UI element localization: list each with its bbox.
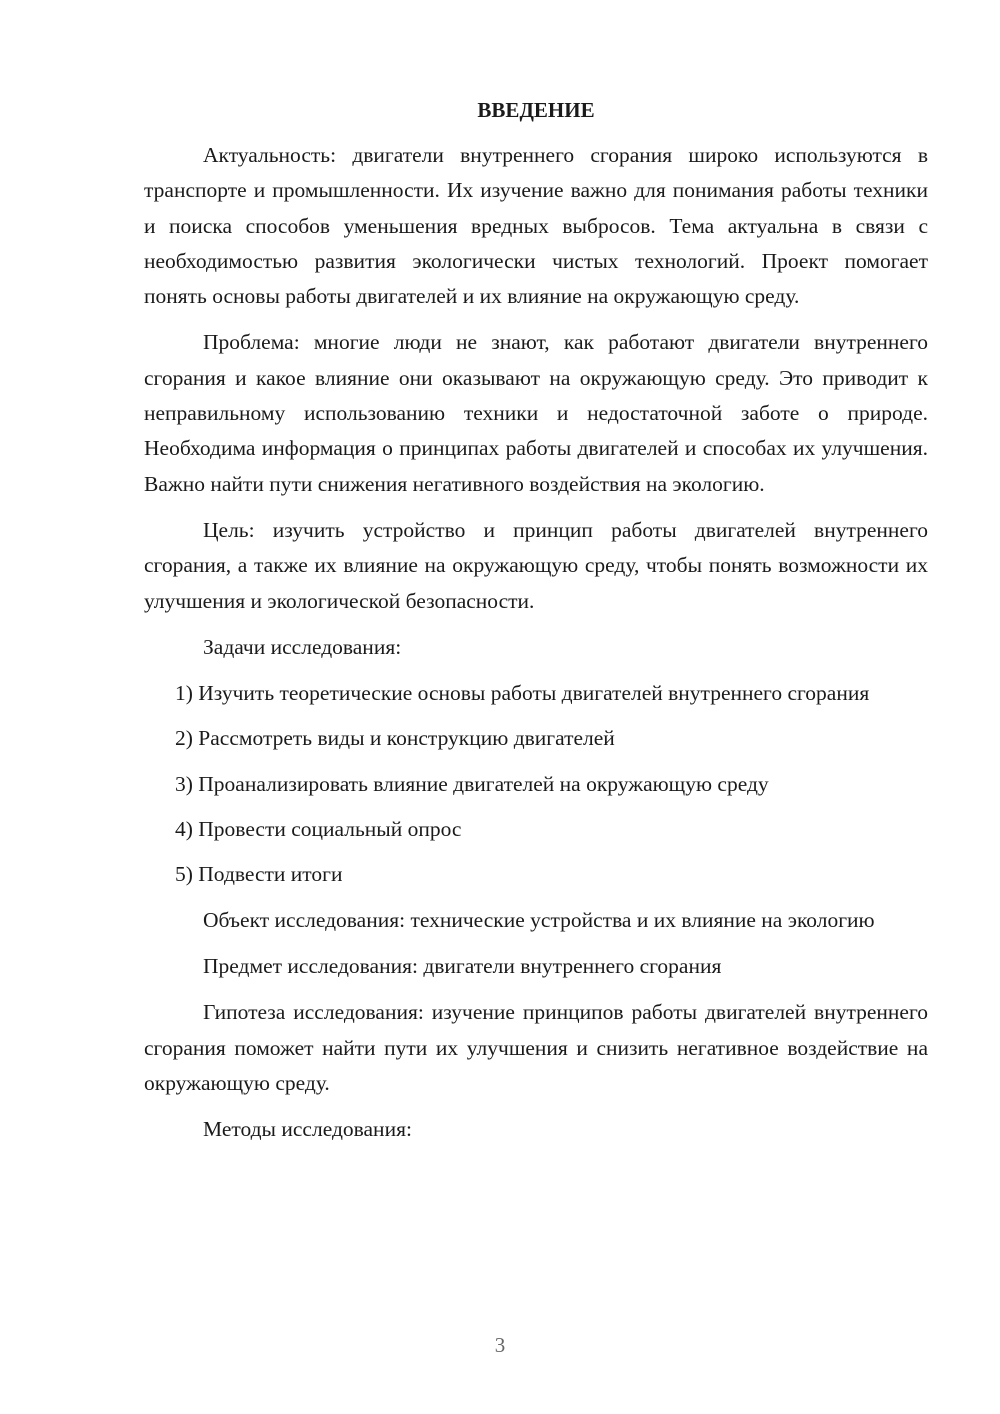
paragraph-subject: Предмет исследования: двигатели внутреннего сгорания <box>203 953 722 978</box>
paragraph-problem: Проблема: многие люди не знают, как работают двигатели внутреннего сгорания и какое влияние они оказывают на окружающую среду. Это приводит к неправильному использованию техники и недостаточной заботе о природе. Необходима информация о принципах работы двигателей и способах их улучшения. Важно найти пути снижения негативного воздействия на экологию. <box>144 330 928 496</box>
task-item-3: 3) Проанализировать влияние двигателей на окружающую среду <box>175 771 769 796</box>
paragraph-object: Объект исследования: технические устройства и их влияние на экологию <box>203 907 875 932</box>
document-page <box>144 95 928 1158</box>
task-item-4: 4) Провести социальный опрос <box>175 817 462 842</box>
paragraph-relevance: Актуальность: двигатели внутреннего сгорания широко используются в транспорте и промышленности. Их изучение важно для понимания работы техники и поиска способов уменьшения вредных выбросов. Тема актуальна в связи с необходимостью развития экологически чистых технологий. Проект помогает понять основы работы двигателей и их влияние на окружающую среду. <box>144 143 928 309</box>
task-item-1: 1) Изучить теоретические основы работы двигателей внутреннего сгорания <box>175 681 870 706</box>
paragraph-hypothesis: Гипотеза исследования: изучение принципов работы двигателей внутреннего сгорания поможет найти пути их улучшения и снизить негативное воздействие на окружающую среду. <box>144 1000 928 1095</box>
paragraph-tasks-heading: Задачи исследования: <box>203 634 402 659</box>
page-number: 3 <box>494 1333 506 1357</box>
section-title: ВВЕДЕНИЕ <box>477 98 595 122</box>
task-item-5: 5) Подвести итоги <box>175 862 343 887</box>
paragraph-methods: Методы исследования: <box>203 1117 412 1142</box>
paragraph-goal: Цель: изучить устройство и принцип работы двигателей внутреннего сгорания, а также их влияние на окружающую среду, чтобы понять возможности их улучшения и экологической безопасности. <box>144 517 928 613</box>
task-item-2: 2) Рассмотреть виды и конструкцию двигателей <box>175 726 615 751</box>
